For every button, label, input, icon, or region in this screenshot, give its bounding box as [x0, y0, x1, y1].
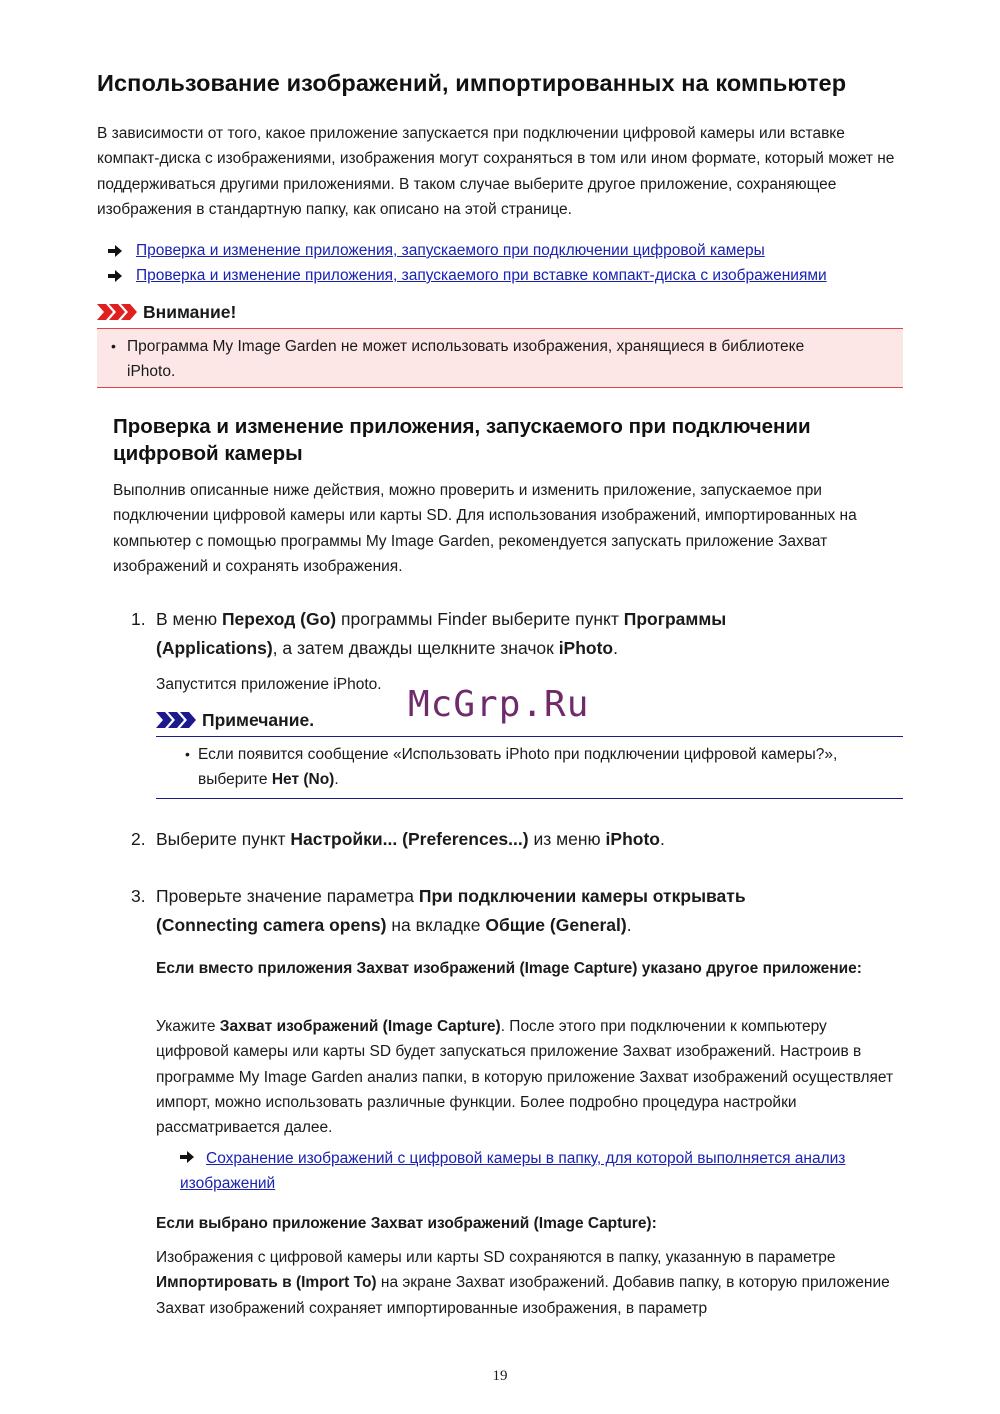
note-bullet: • — [185, 746, 190, 762]
link-row-camera[interactable] — [108, 239, 765, 263]
arrow-right-icon — [108, 245, 122, 257]
case-1-link-row[interactable] — [180, 1146, 900, 1196]
watermark: McGrp.Ru — [408, 684, 590, 725]
attention-bullet: • — [111, 338, 116, 354]
note-text: Если появится сообщение «Использовать iPhoto при подключении цифровой камеры?», выберите Нет (No). — [198, 746, 838, 788]
intro-paragraph: В зависимости от того, какое приложение запускается при подключении цифровой камеры или вставке компакт-диска с изображениями, изображения могут сохраняться в том или ином формате, который может не поддерживаться другими приложениями. В таком случае выберите другое приложение, сохраняющее изображения в стандартную папку, как описано на этой странице. — [97, 125, 895, 218]
link-row-cd[interactable] — [108, 264, 827, 288]
page-title: Использование изображений, импортированных на компьютер — [97, 70, 847, 96]
case-1-heading: Если вместо приложения Захват изображений (Image Capture) указано другое приложение: — [156, 960, 862, 977]
arrow-right-icon — [180, 1151, 194, 1163]
note-line-1: Если появится сообщение «Использовать iPhoto при подключении цифровой камеры?», — [198, 746, 838, 763]
note-heading — [156, 708, 314, 732]
arrow-right-icon — [108, 270, 122, 282]
case-1-paragraph: Укажите Захват изображений (Image Capture). После этого при подключении к компьютеру цифровой камеры или карты SD будет запускаться приложение Захват изображений. Настроив в программе My Image Garden анализ папки, в которую приложение Захват изображений осуществляет импорт, можно использовать различные функции. Более подробно процедура настройки рассматривается далее. — [156, 1018, 894, 1137]
attention-line-1: Программа My Image Garden не может использовать изображения, хранящиеся в библиотеке — [127, 338, 805, 355]
step-1-number: 1. — [131, 609, 146, 629]
note-chevrons-icon — [156, 712, 196, 728]
link-save-camera-images[interactable]: Сохранение изображений с цифровой камеры в папку, для которой выполняется анализ изображений — [180, 1150, 846, 1192]
case-2-paragraph: Изображения с цифровой камеры или карты SD сохраняются в папку, указанную в параметре Импортировать в (Import To) на экране Захват изображений. Добавив папку, в которую приложение Захват изображений сохраняет импортированные изображения, в параметр — [156, 1249, 890, 1317]
note-title: Примечание. — [202, 709, 315, 730]
step-3-text: Проверьте значение параметра При подключении камеры открывать (Connecting camera opens) на вкладке Общие (General). — [156, 886, 746, 935]
attention-line-2: iPhoto. — [127, 363, 176, 380]
step-3-number: 3. — [131, 886, 146, 906]
page-number: 19 — [492, 1368, 508, 1384]
step-2-text: Выберите пункт Настройки... (Preferences...) из меню iPhoto. — [156, 829, 665, 849]
attention-heading — [97, 300, 236, 324]
step-2-number: 2. — [131, 829, 146, 849]
section-intro: Выполнив описанные ниже действия, можно проверить и изменить приложение, запускаемое при подключении цифровой камеры или карты SD. Для использования изображений, импортированных на компьютер с помощью программы My Image Garden, рекомендуется запускать приложение Захват изображений и сохранять изображения. — [113, 482, 857, 575]
step-1-text: В меню Переход (Go) программы Finder выберите пункт Программы (Applications), а затем дважды щелкните значок iPhoto. — [156, 609, 727, 658]
link-camera-app[interactable]: Проверка и изменение приложения, запускаемого при подключении цифровой камеры — [136, 242, 765, 259]
attention-text — [127, 334, 887, 384]
case-2-heading: Если выбрано приложение Захват изображений (Image Capture): — [156, 1215, 657, 1232]
step-1-result: Запустится приложение iPhoto. — [156, 676, 382, 693]
link-cd-app[interactable]: Проверка и изменение приложения, запускаемого при вставке компакт-диска с изображениями — [136, 267, 827, 284]
attention-title: Внимание! — [143, 301, 237, 322]
attention-chevrons-icon — [97, 304, 137, 320]
section-heading: Проверка и изменение приложения, запускаемого при подключении цифровой камеры — [113, 415, 811, 465]
